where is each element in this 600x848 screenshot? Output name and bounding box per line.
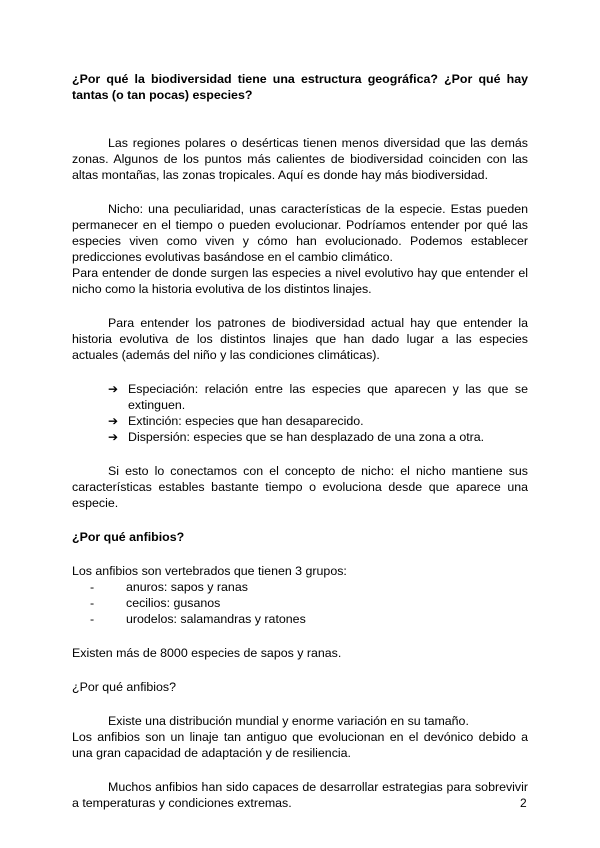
dash-bullet: - bbox=[90, 612, 95, 626]
arrow-icon: ➔ bbox=[108, 430, 119, 444]
paragraph-lineage: Los anfibios son un linaje tan antiguo que evolucionan en el devónico debido a una gran capacidad de adaptación y de resiliencia. bbox=[72, 730, 528, 760]
arrow-icon: ➔ bbox=[108, 414, 119, 428]
arrow-icon: ➔ bbox=[108, 382, 119, 396]
paragraph-niche-connection: Si esto lo conectamos con el concepto de nicho: el nicho mantiene sus características estables bastante tiempo o evoluciona desde que aparece una especie. bbox=[72, 464, 528, 510]
groups-list bbox=[72, 579, 528, 627]
list-item: - anuros: sapos y ranas bbox=[90, 580, 248, 594]
process-list bbox=[72, 381, 528, 445]
paragraph-question: ¿Por qué anfibios? bbox=[72, 680, 177, 694]
paragraph-niche: Nicho: una peculiaridad, unas características de la especie. Estas pueden permanecer en el tiempo o pueden evolucionar. Podríamos entender por qué las especies viven como viven y cómo han evolucionado. Podemos establecer predicciones evolutivas basándose en el cambio climático. bbox=[72, 202, 528, 264]
paragraph-groups-intro: Los anfibios son vertebrados que tienen 3 grupos: bbox=[72, 564, 347, 578]
paragraph-niche-history: Para entender de donde surgen las especies a nivel evolutivo hay que entender el nicho como la historia evolutiva de los distintos linajes. bbox=[72, 266, 528, 296]
dash-bullet: - bbox=[90, 596, 95, 610]
list-item: - urodelos: salamandras y ratones bbox=[90, 612, 306, 626]
list-item: ➔ Especiación: relación entre las especies que aparecen y las que se extinguen. bbox=[108, 382, 528, 412]
paragraph-distribution: Existe una distribución mundial y enorme variación en su tamaño. bbox=[108, 714, 469, 728]
paragraph-strategies: Muchos anfibios han sido capaces de desarrollar estrategias para sobrevivir a temperaturas y condiciones extremas. bbox=[72, 780, 528, 810]
list-item: ➔ Extinción: especies que han desaparecido. bbox=[108, 414, 364, 428]
paragraph-species-count: Existen más de 8000 especies de sapos y ranas. bbox=[72, 646, 342, 660]
list-item: - cecilios: gusanos bbox=[90, 596, 221, 610]
section-heading-amphibians: ¿Por qué anfibios? bbox=[72, 530, 185, 544]
section-title: ¿Por qué la biodiversidad tiene una estructura geográfica? ¿Por qué hay tantas (o tan pocas) especies? bbox=[72, 72, 528, 102]
paragraph-regions: Las regiones polares o desérticas tienen menos diversidad que las demás zonas. Algunos de los puntos más calientes de biodiversidad coinciden con las altas montañas, las zonas tropicales. Aquí es donde hay más biodiversidad. bbox=[72, 136, 528, 182]
page-number: 2 bbox=[520, 796, 527, 810]
dash-bullet: - bbox=[90, 580, 95, 594]
paragraph-patterns: Para entender los patrones de biodiversidad actual hay que entender la historia evolutiva de los distintos linajes que han dado lugar a las especies actuales (además del niño y las condiciones climáticas). bbox=[72, 316, 528, 362]
page-content bbox=[72, 71, 528, 811]
list-item: ➔ Dispersión: especies que se han desplazado de una zona a otra. bbox=[108, 430, 485, 444]
